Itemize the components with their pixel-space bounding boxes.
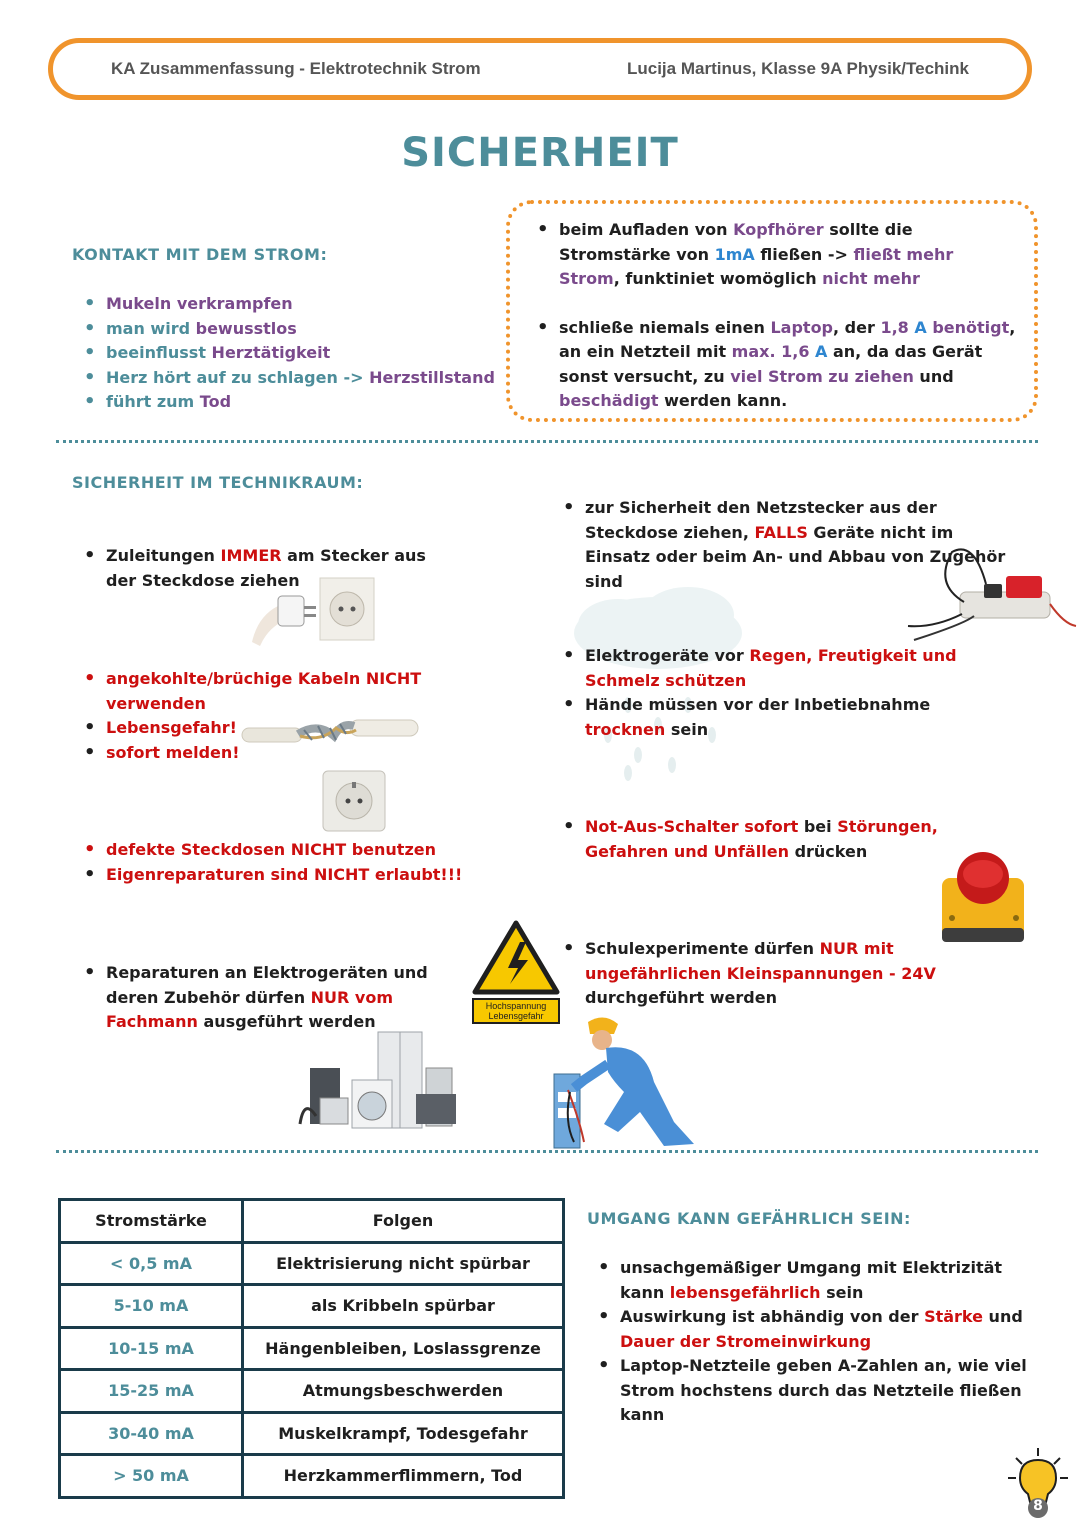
list-item: • angekohlte/brüchige Kabeln NICHT verwenden [84,667,434,716]
separator [56,1150,1038,1153]
danger-heading: UMGANG KANN GEFÄHRLICH SEIN: [587,1209,911,1228]
table-cell: Atmungsbeschwerden [243,1370,564,1413]
list-item: • Reparaturen an Elektrogeräten und deren Zubehör dürfen NUR vom Fachmann ausgeführt werden [84,961,474,1035]
list-item: • beim Aufladen von Kopfhörer sollte die Stromstärke von 1mA fließen -> fließt mehr Strom, funktiniet womöglich nicht mehr [537,218,1017,292]
table-cell: als Kribbeln spürbar [243,1285,564,1328]
header-bar [48,38,1032,100]
charging-list [537,218,1017,414]
appliances-icon [296,1028,466,1132]
high-voltage-sign [472,920,560,1022]
list-item: • sofort melden! [84,741,434,766]
list-item: • Laptop-Netzteile geben A-Zahlen an, wie viel Strom hochstens durch das Netzteile fließen kann [598,1354,1038,1428]
contact-heading: KONTAKT MIT DEM STROM: [72,245,328,264]
damaged-cable-icon [238,712,422,756]
table-row [60,1370,564,1413]
header-right: Lucija Martinus, Klasse 9A Physik/Techink [626,59,969,78]
contact-list [84,292,495,415]
list-item: • Elektrogeräte vor Regen, Freutigkeit und Schmelz schützen [563,644,1003,693]
experiments-list [563,937,943,1011]
column-header: Folgen [243,1200,564,1243]
table-cell: 15-25 mA [60,1370,243,1413]
power-strip-icon [904,544,1078,648]
list-item: • führt zum Tod [84,390,495,415]
lightning-warning-icon [472,920,560,996]
table-cell: Herzkammerflimmern, Tod [243,1455,564,1498]
list-item: • beeinflusst Herztätigkeit [84,341,495,366]
repairs-list [84,961,474,1035]
list-item: • Herz hört auf zu schlagen -> Herzstillstand [84,366,495,391]
list-item: • Schulexperimente dürfen NUR mit ungefährlichen Kleinspannungen - 24V durchgeführt werden [563,937,943,1011]
list-item: • Zuleitungen IMMER am Stecker aus der Steckdose ziehen [84,544,444,593]
column-header: Stromstärke [60,1200,243,1243]
separator [56,440,1038,443]
table-cell: 30-40 mA [60,1412,243,1455]
table-row [60,1285,564,1328]
list-item: • Auswirkung ist abhändig von der Stärke und Dauer der Stromeinwirkung [598,1305,1038,1354]
table-row [60,1327,564,1370]
page-number: 8 [1033,1498,1043,1514]
table-cell: Muskelkrampf, Todesgefahr [243,1412,564,1455]
lightbulb-page-badge [1006,1446,1070,1520]
list-item: • Eigenreparaturen sind NICHT erlaubt!!! [84,863,464,888]
page-title: SICHERHEIT [401,130,679,176]
list-item: • man wird bewusstlos [84,317,495,342]
header-left: KA Zusammenfassung - Elektrotechnik Strom [111,59,481,78]
list-item: • unsachgemäßiger Umgang mit Elektrizität kann lebensgefährlich sein [598,1256,1038,1305]
list-item: • Mukeln verkrampfen [84,292,495,317]
warning-sign-text: Hochspannung Lebensgefahr [472,998,560,1024]
list-item: • schließe niemals einen Laptop, der 1,8 A benötigt, an ein Netzteil mit max. 1,6 A an, da das Gerät sonst versucht, zu viel Strom zu ziehen und beschädigt werden kann. [537,316,1017,414]
sockets-list [84,838,464,887]
table-header-row [60,1200,564,1243]
current-effects-table [58,1198,565,1499]
table-cell: 5-10 mA [60,1285,243,1328]
table-row [60,1412,564,1455]
table-cell: 10-15 mA [60,1327,243,1370]
list-item: • defekte Steckdosen NICHT benutzen [84,838,464,863]
plug-socket-icon [248,572,376,650]
wall-socket-icon [320,768,388,834]
table-row [60,1455,564,1498]
rain-list [563,644,1003,742]
table-cell: > 50 mA [60,1455,243,1498]
list-item: • Lebensgefahr! [84,716,434,741]
electrician-icon [544,1012,712,1154]
table-cell: Elektrisierung nicht spürbar [243,1242,564,1285]
table-cell: < 0,5 mA [60,1242,243,1285]
table-cell: Hängenbleiben, Loslassgrenze [243,1327,564,1370]
table-row [60,1242,564,1285]
emergency-stop-icon [936,848,1030,948]
list-item: • Not-Aus-Schalter sofort bei Störungen, Gefahren und Unfällen drücken [563,815,1013,864]
danger-list [598,1256,1038,1428]
list-item: • Hände müssen vor der Inbetiebnahme trocknen sein [563,693,1003,742]
techroom-heading: SICHERHEIT IM TECHNIKRAUM: [72,473,364,492]
list-item: • zur Sicherheit den Netzstecker aus der Steckdose ziehen, FALLS Geräte nicht im Einsatz oder beim An- und Abbau von Zugehör sind [563,496,1013,594]
